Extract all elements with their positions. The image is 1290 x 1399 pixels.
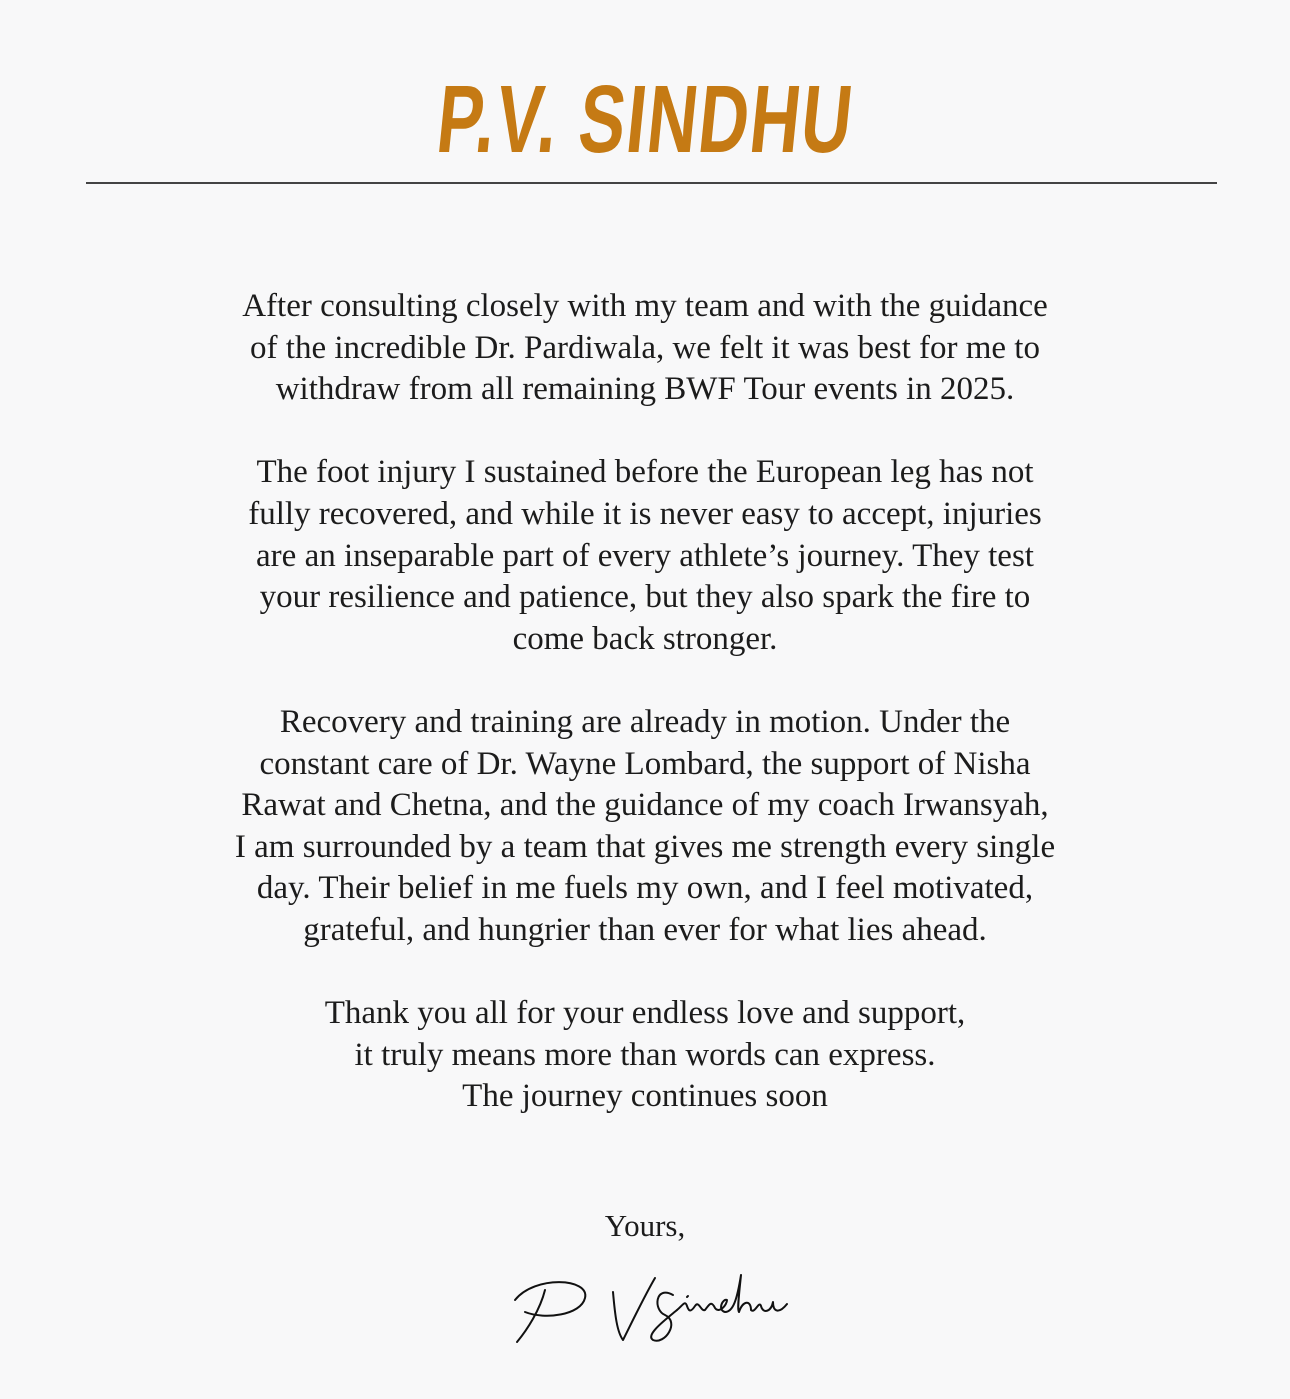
text-line: Thank you all for your endless love and support, [324,995,966,1032]
text-line: withdraw from all remaining BWF Tour events in 2025. [275,371,1015,408]
paragraph-3 [0,702,1290,952]
text-line: of the incredible Dr. Pardiwala, we felt it was best for me to [250,329,1040,366]
text-line: The journey continues soon [462,1078,828,1115]
logo-text: P.V. SINDHU [431,66,859,173]
text-line: come back stronger. [512,620,778,657]
text-line: Recovery and training are already in motion. Under the [279,703,1011,740]
closing: Yours, [604,1208,686,1243]
logo [0,66,1290,173]
paragraph-4 [0,993,1290,1118]
text-line: The foot injury I sustained before the European leg has not [256,454,1034,491]
text-line: it truly means more than words can express. [354,1036,936,1073]
text-line: Rawat and Chetna, and the guidance of my coach Irwansyah, [241,787,1049,824]
text-line: fully recovered, and while it is never easy to accept, injuries [248,495,1042,532]
text-line: grateful, and hungrier than ever for what lies ahead. [303,911,987,948]
text-line: your resilience and patience, but they also spark the fire to [259,579,1031,616]
letter-body [0,286,1290,1159]
text-line: day. Their belief in me fuels my own, and I feel motivated, [256,870,1034,907]
signature [505,1270,805,1350]
text-line: are an inseparable part of every athlete’s journey. They test [256,537,1034,574]
text-line: constant care of Dr. Wayne Lombard, the support of Nisha [259,745,1031,782]
paragraph-2 [0,452,1290,660]
text-line: After consulting closely with my team and with the guidance [242,288,1048,324]
text-line: I am surrounded by a team that gives me strength every single [234,828,1056,865]
paragraph-1 [0,286,1290,411]
header-divider [86,182,1217,184]
